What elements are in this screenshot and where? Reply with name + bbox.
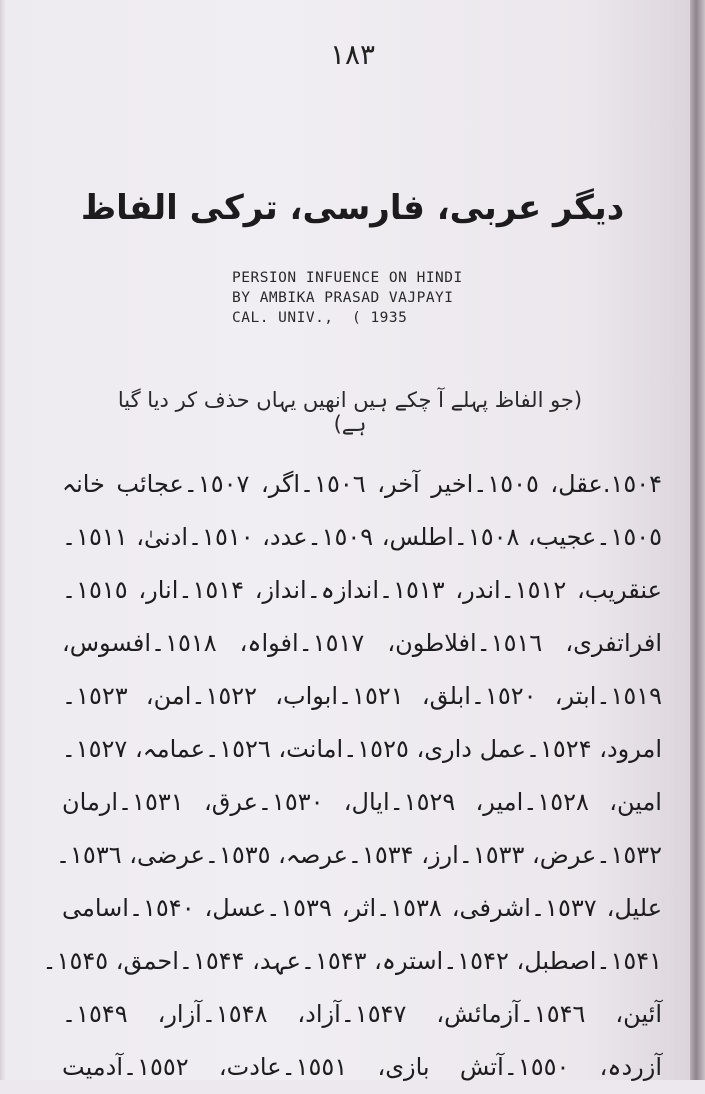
book-gutter	[690, 0, 705, 1080]
word-list-line: ١٥١٩۔ابتر، ١٥٢٠۔ابلق، ١٥٢١۔ابواب، ١٥٢٢۔امن، ١٥٢٣۔	[62, 682, 662, 710]
word-list	[42, 458, 663, 1094]
page-number: ١٨٣	[329, 38, 376, 71]
word-list-line: عنقریب، ١٥١٢۔اندر، ١٥١٣۔اندازہ۔انداز، ١٥١۴۔انار، ١٥١٥۔	[62, 576, 662, 604]
word-list-line: آزردہ، ١٥٥٠۔آتش بازی، ١٥٥١۔عادت، ١٥٥٢۔آدمیت	[62, 1053, 662, 1081]
word-list-line: ١٥٠۴.عقل، ١٥٠٥۔اخیر آخر، ١٥٠٦۔اگر، ١٥٠٧۔عجائب خانہ	[62, 470, 663, 498]
reference-line: CAL. UNIV., ( 1935	[232, 310, 408, 326]
word-list-line: ١٥۴١۔اصطبل، ١٥۴٢۔استرہ، ١٥۴٣۔عہد، ١٥۴۴۔احمق، ١٥۴٥۔	[42, 947, 662, 975]
page-left-edge	[0, 0, 6, 1080]
word-list-line: ١٥٠٥۔عجیب، ١٥٠٨۔اطلس، ١٥٠٩۔عدد، ١٥١٠۔ادنیٰ، ١٥١١۔	[62, 523, 663, 551]
word-list-line: آئین، ١٥۴٦۔آزمائش، ١٥۴٧۔آزاد، ١٥۴٨۔آزار، ١٥۴٩۔	[62, 1000, 662, 1028]
reference-line: PERSION INFUENCE ON HINDI	[232, 270, 463, 286]
reference-citation	[232, 268, 463, 328]
reference-line: BY AMBIKA PRASAD VAJPAYI	[232, 290, 454, 306]
word-list-line: علیل، ١٥٣٧۔اشرفی، ١٥٣٨۔اثر، ١٥٣٩۔عسل، ١٥۴٠۔اسامی	[62, 894, 663, 922]
word-list-line: ١٥٣٢۔عرض، ١٥٣٣۔ارز، ١٥٣۴۔عرصہ، ١٥٣٥۔عرضی، ١٥٣٦۔	[55, 841, 662, 869]
section-heading: دیگر عربی، فارسی، ترکی الفاظ	[80, 188, 625, 228]
word-list-line: امین، ١٥٢٨۔امیر، ١٥٢٩۔ایال، ١٥٣٠۔عرق، ١٥٣١۔ارمان	[62, 788, 662, 816]
editorial-note: (جو الفاظ پہلے آ چکے ہیں انھیں یہاں حذف کر دیا گیا ہے)	[117, 388, 583, 436]
word-list-line: امرود، ١٥٢۴۔عمل داری، ١٥٢٥۔امانت، ١٥٢٦۔عمامہ، ١٥٢٧۔	[61, 735, 662, 763]
word-list-line: افراتفری، ١٥١٦۔افلاطون، ١٥١٧۔افواہ، ١٥١٨۔افسوس،	[62, 629, 662, 657]
